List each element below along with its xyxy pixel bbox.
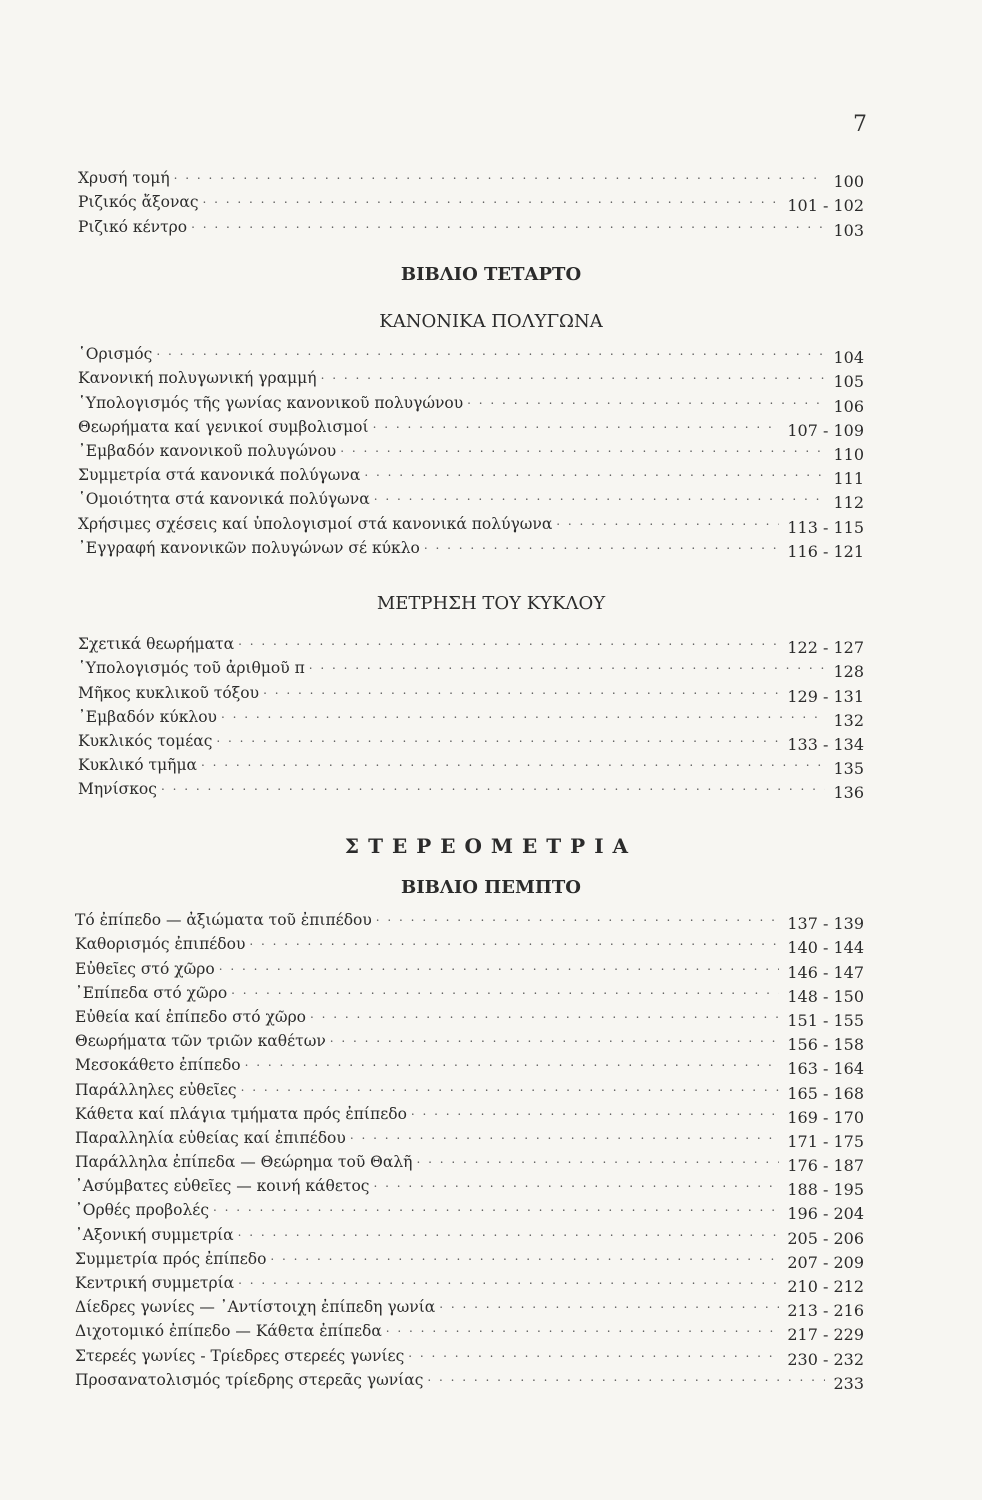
toc-entry-pages: 135 [833,759,864,779]
dot-leader [411,1101,779,1124]
toc-entry-title: Συμμετρία πρός ἐπίπεδο [75,1249,267,1268]
toc-entry [75,930,864,958]
toc-entry-title: Σχετικά θεωρήματα [78,635,235,654]
toc-entry [75,1124,864,1151]
toc-entry [75,1100,864,1127]
dot-leader [201,752,825,775]
toc-entry-pages: 136 [833,783,864,803]
toc-entry-title: Συμμετρία στά κανονικά πολύγωνα [78,466,361,485]
toc-entry-title: ῾Ορισμός [78,345,153,364]
toc-entry-pages: 112 [833,493,864,513]
toc-entry-pages: 106 [833,396,864,416]
dot-leader [203,189,780,212]
toc-entry [75,1220,864,1248]
toc-entry-pages: 128 [833,662,864,682]
toc-entry [75,1245,864,1272]
dot-leader [238,1222,780,1245]
toc-top-list [78,164,864,240]
toc-entry-pages: 129 - 131 [787,686,864,706]
toc-entry-pages: 104 [833,348,864,368]
dot-leader [241,1077,780,1100]
toc-entry-title: Παράλληλα ἐπίπεδα — Θεώρημα τοῦ Θαλῆ [75,1153,413,1172]
dot-leader [467,390,825,413]
dot-leader [191,214,825,237]
toc-entry-title: Τό ἐπίπεδο — ἀξιώματα τοῦ ἐπιπέδου [75,911,372,930]
toc-entry [78,437,864,464]
toc-entry [78,534,864,561]
toc-entry [78,703,864,730]
toc-entry [78,751,864,779]
toc-entry-pages: 213 - 216 [787,1301,864,1321]
toc-entry [78,485,864,513]
toc-entry-pages: 116 - 121 [787,541,864,561]
toc-entry-pages: 188 - 195 [787,1180,864,1200]
toc-entry [78,212,864,240]
toc-entry [75,1148,864,1176]
toc-entry-pages: 230 - 232 [787,1349,864,1369]
toc-entry-pages: 205 - 206 [787,1228,864,1248]
toc-entry-pages: 148 - 150 [787,986,864,1006]
toc-entry-pages: 122 - 127 [787,638,864,658]
toc-entry-title: Εὐθεῖες στό χῶρο [75,959,215,978]
toc-entry-title: Κεντρική συμμετρία [75,1274,235,1292]
dot-leader [373,414,780,437]
toc-entry-title: Κάθετα καί πλάγια τμήματα πρός ἐπίπεδο [75,1104,407,1123]
dot-leader [350,1125,780,1148]
dot-leader [386,1318,780,1341]
toc-entry-pages: 207 - 209 [787,1252,864,1272]
toc-entry [78,164,864,192]
dot-leader [238,631,779,654]
toc-entry-title: Ριζικός ἄξονας [78,193,199,212]
dot-leader [439,1294,779,1317]
toc-entry [78,727,864,754]
toc-entry-pages: 146 - 147 [787,962,864,982]
toc-entry-pages: 101 - 102 [787,196,864,216]
toc-entry-title: Προσανατολισμός τρίεδρης στερεᾶς γωνίας [75,1370,424,1389]
toc-entry [75,1366,864,1393]
dot-leader [374,486,826,509]
toc-entry-pages: 100 [833,172,864,192]
toc-entry [78,364,864,392]
dot-leader [310,1004,779,1027]
toc-entry-pages: 171 - 175 [787,1131,864,1151]
toc-entry-title: Θεωρήματα τῶν τριῶν καθέτων [75,1032,326,1051]
dot-leader [416,1149,779,1172]
toc-entry [78,413,864,440]
toc-entry-title: Χρυσή τομή [78,169,170,188]
toc-entry-title: ῾Υπολογισμός τῆς γωνίας κανονικοῦ πολυγώνου [78,393,464,412]
toc-entry [78,654,864,682]
toc-entry [75,1027,864,1055]
toc-entry-title: ᾿Ασύμβατες εὐθεῖες — κοινή κάθετος [75,1177,370,1196]
toc-entry-title: Στερεές γωνίες - Τρίεδρες στερεές γωνίες [75,1346,405,1365]
stereometry-heading: ΣΤΕΡΕΟΜΕΤΡΙΑ [344,834,638,858]
toc-entry-pages: 140 - 144 [787,938,864,958]
toc-entry-pages: 217 - 229 [787,1325,864,1345]
toc-entry-title: ᾿Εμβαδόν κανονικοῦ πολυγώνου [78,441,337,460]
dot-leader [213,1197,779,1220]
toc-entry-pages: 137 - 139 [787,914,864,934]
toc-entry-pages: 105 [833,372,864,392]
toc-entry-title: Κυκλικός τομέας [78,731,213,750]
toc-entry [75,1269,864,1296]
toc-entry-pages: 165 - 168 [787,1083,864,1103]
dot-leader [174,165,826,188]
toc-entry [75,1003,864,1030]
circle-section-heading: ΜΕΤΡΗΣΗ ΤΟΥ ΚΥΚΛΟΥ [376,593,606,614]
dot-leader [427,1367,825,1390]
toc-entry-title: Μηνίσκος [78,780,157,799]
toc-entry [78,630,864,658]
toc-entry-title: ῾Υπολογισμός τοῦ ἀριθμοῦ π [78,659,305,678]
toc-polygons-list [78,340,864,561]
dot-leader [249,931,779,954]
toc-entry-pages: 151 - 155 [787,1010,864,1030]
toc-entry-title: ᾿Ορθές προβολές [75,1201,209,1220]
dot-leader [376,907,780,930]
toc-entry-title: ᾿Αξονική συμμετρία [75,1225,234,1244]
toc-entry [78,340,864,368]
toc-entry-title: Κανονική πολυγωνική γραμμή [78,369,317,388]
toc-entry-title: Κυκλικό τμῆμα [78,756,198,775]
toc-entry-pages: 210 - 212 [787,1277,864,1296]
toc-entry-title: Δίεδρες γωνίες — ᾿Αντίστοιχη ἐπίπεδη γωνία [75,1298,436,1317]
dot-leader [270,1246,779,1269]
toc-entry-title: ῾Ομοιότητα στά κανονικά πολύγωνα [78,490,370,509]
toc-entry-pages: 176 - 187 [787,1156,864,1176]
toc-circle-list [78,630,864,803]
dot-leader [231,980,779,1003]
toc-entry-title: Μεσοκάθετο ἐπίπεδο [75,1056,241,1075]
toc-entry-title: Θεωρήματα καί γενικοί συμβολισμοί [78,417,369,436]
toc-entry-pages: 110 [833,444,864,464]
toc-entry-title: Εὐθεία καί ἐπίπεδο στό χῶρο [75,1007,307,1026]
toc-entry [75,1317,864,1345]
toc-entry-pages: 169 - 170 [787,1107,864,1127]
toc-entry-title: Διχοτομικό ἐπίπεδο — Κάθετα ἐπίπεδα [75,1322,382,1341]
toc-entry-title: Παραλληλία εὐθείας καί ἐπιπέδου [75,1128,346,1147]
toc-entry-pages: 163 - 164 [787,1059,864,1079]
toc-entry [75,1341,864,1369]
toc-entry [78,678,864,706]
toc-entry-pages: 107 - 109 [787,420,864,440]
dot-leader [221,704,825,727]
dot-leader [321,365,826,388]
toc-entry-pages: 111 [833,469,864,489]
toc-entry-title: Καθορισμός ἐπιπέδου [75,935,246,954]
toc-entry-pages: 156 - 158 [787,1035,864,1055]
toc-entry-pages: 233 [833,1373,864,1393]
toc-entry [75,979,864,1006]
dot-leader [238,1270,779,1293]
dot-leader [161,776,826,799]
toc-entry-title: ᾿Εμβαδόν κύκλου [78,707,217,726]
toc-entry [78,388,864,416]
toc-entry-pages: 113 - 115 [787,517,864,537]
dot-leader [556,511,779,534]
dot-leader [330,1028,780,1051]
toc-entry [78,188,864,216]
page-number: 7 [853,112,867,137]
toc-entry [75,1172,864,1200]
dot-leader [219,956,780,979]
toc-entry-pages: 132 [833,710,864,730]
toc-entry [75,1293,864,1321]
toc-entry [75,1196,864,1224]
polygons-section-heading: ΚΑΝΟΝΙΚΑ ΠΟΛΥΓΩΝΑ [379,311,603,332]
toc-entry [75,1075,864,1103]
dot-leader [373,1173,779,1196]
toc-entry [75,954,864,982]
toc-entry-pages: 133 - 134 [787,734,864,754]
dot-leader [424,535,779,558]
book-five-heading: ΒΙΒΛΙΟ ΠΕΜΠΤΟ [401,877,581,898]
toc-entry [78,461,864,489]
toc-entry-title: Ριζικό κέντρο [78,217,188,236]
dot-leader [364,462,825,485]
toc-entry [78,775,864,803]
dot-leader [245,1052,780,1075]
toc-entry-title: Χρήσιμες σχέσεις καί ὑπολογισμοί στά κανονικά πολύγωνα [78,514,553,533]
dot-leader [216,728,779,751]
dot-leader [263,680,779,703]
toc-entry [78,509,864,537]
dot-leader [309,655,826,678]
toc-entry [75,906,864,934]
toc-entry [75,1051,864,1079]
toc-entry-title: ᾿Επίπεδα στό χῶρο [75,983,228,1002]
toc-entry-pages: 196 - 204 [787,1204,864,1224]
book-four-heading: ΒΙΒΛΙΟ ΤΕΤΑΡΤΟ [400,264,582,285]
toc-entry-pages: 103 [833,220,864,240]
toc-entry-title: Μῆκος κυκλικοῦ τόξου [78,683,260,702]
dot-leader [156,341,825,364]
toc-book-five-list [75,906,864,1393]
toc-entry-title: ᾿Εγγραφή κανονικῶν πολυγώνων σέ κύκλο [78,538,420,557]
dot-leader [408,1343,779,1366]
toc-entry-title: Παράλληλες εὐθεῖες [75,1080,237,1099]
dot-leader [340,438,825,461]
